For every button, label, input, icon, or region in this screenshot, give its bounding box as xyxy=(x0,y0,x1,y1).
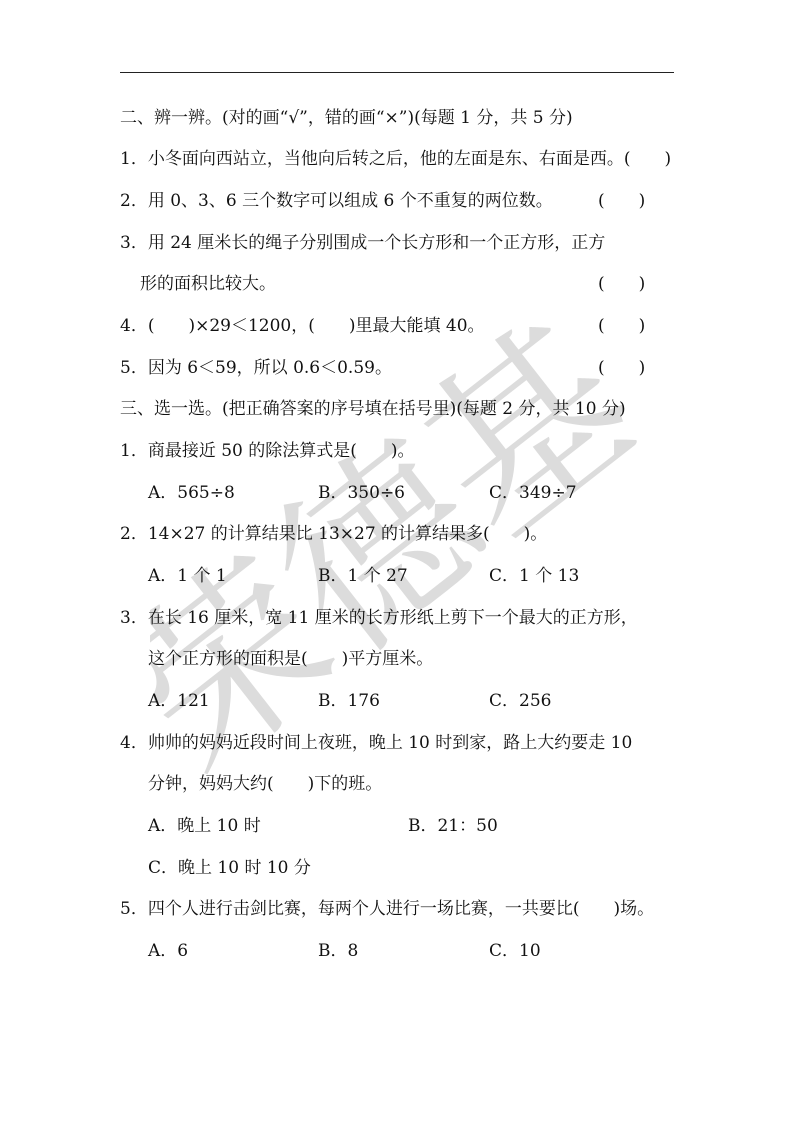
s2-item-2-answer-paren[interactable]: ( ) xyxy=(598,191,646,211)
s2-item-3-answer-paren[interactable]: ( ) xyxy=(598,274,646,294)
s3-q2-option-a[interactable]: A．1 个 1 xyxy=(148,566,227,586)
s3-q3-option-b[interactable]: B．176 xyxy=(318,691,380,711)
s3-q4-option-c[interactable]: C．晚上 10 时 10 分 xyxy=(148,858,311,878)
watermark-text: 荣德基 xyxy=(150,300,673,811)
s3-q2-option-c[interactable]: C．1 个 13 xyxy=(489,566,580,586)
s3-q3-option-a[interactable]: A．121 xyxy=(148,691,210,711)
s3-q1-option-c[interactable]: C．349÷7 xyxy=(489,483,577,503)
s3-question-2: 2．14×27 的计算结果比 13×27 的计算结果多( )。 xyxy=(120,524,548,544)
s2-item-5: 5．因为 6＜59，所以 0.6＜0.59。 xyxy=(120,358,392,378)
s3-q1-option-a[interactable]: A．565÷8 xyxy=(148,483,235,503)
s2-item-3: 3．用 24 厘米长的绳子分别围成一个长方形和一个正方形，正方 xyxy=(120,233,606,253)
s3-q5-option-a[interactable]: A．6 xyxy=(148,941,189,961)
s3-q3-option-c[interactable]: C．256 xyxy=(489,691,552,711)
s3-question-3: 3．在长 16 厘米，宽 11 厘米的长方形纸上剪下一个最大的正方形， xyxy=(120,608,638,628)
s3-q4-option-a[interactable]: A．晚上 10 时 xyxy=(148,816,261,836)
s3-q4-option-b[interactable]: B．21：50 xyxy=(408,816,498,836)
s2-item-4-answer-paren[interactable]: ( ) xyxy=(598,316,646,336)
s2-item-4: 4．( )×29＜1200，( )里最大能填 40。 xyxy=(120,316,485,336)
section2-heading: 二、辨一辨。(对的画“√”，错的画“×”)(每题 1 分，共 5 分) xyxy=(120,108,573,128)
s3-question-4-cont: 分钟，妈妈大约( )下的班。 xyxy=(148,774,383,794)
s3-question-5: 5．四个人进行击剑比赛，每两个人进行一场比赛，一共要比( )场。 xyxy=(120,899,655,919)
s2-item-5-answer-paren[interactable]: ( ) xyxy=(598,358,646,378)
s3-q2-option-b[interactable]: B．1 个 27 xyxy=(318,566,408,586)
s3-question-3-cont: 这个正方形的面积是( )平方厘米。 xyxy=(148,649,434,669)
s3-q5-option-b[interactable]: B．8 xyxy=(318,941,359,961)
s3-q5-option-c[interactable]: C．10 xyxy=(489,941,541,961)
s3-question-4: 4．帅帅的妈妈近段时间上夜班，晚上 10 时到家，路上大约要走 10 xyxy=(120,733,633,753)
header-rule xyxy=(120,72,674,73)
s3-q1-option-b[interactable]: B．350÷6 xyxy=(318,483,406,503)
s2-item-1: 1．小冬面向西站立，当他向后转之后，他的左面是东、右面是西。( ) xyxy=(120,149,672,169)
s2-item-3-cont: 形的面积比较大。 xyxy=(140,274,276,294)
s2-item-2: 2．用 0、3、6 三个数字可以组成 6 个不重复的两位数。 xyxy=(120,191,553,211)
s3-question-1: 1．商最接近 50 的除法算式是( )。 xyxy=(120,441,415,461)
section3-heading: 三、选一选。(把正确答案的序号填在括号里)(每题 2 分，共 10 分) xyxy=(120,399,626,419)
